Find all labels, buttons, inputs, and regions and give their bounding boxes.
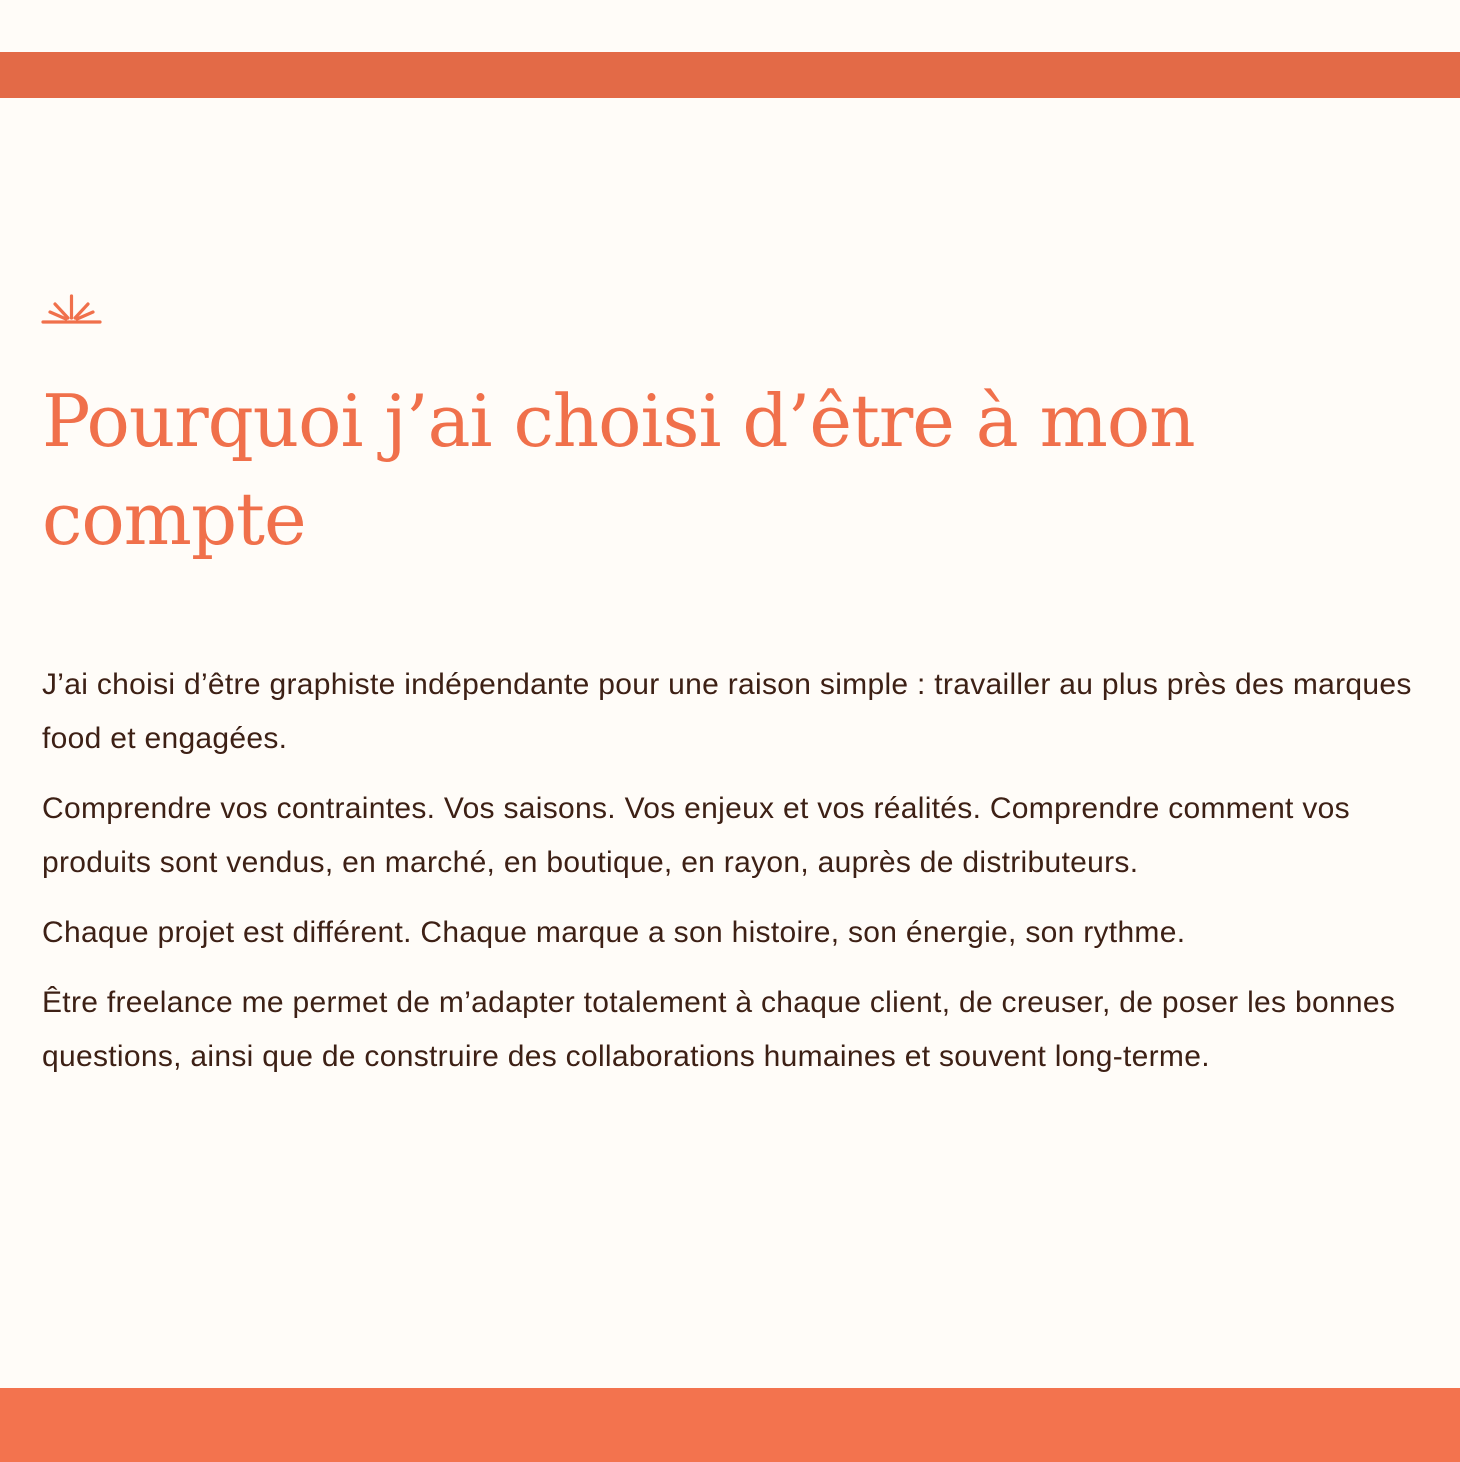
paragraph-3: Chaque projet est différent. Chaque marque a son histoire, son énergie, son rythme.: [42, 916, 1186, 949]
bottom-accent-band: [0, 1388, 1460, 1462]
top-accent-band: [0, 52, 1460, 98]
paragraph-2: Comprendre vos contraintes. Vos saisons. Vos enjeux et vos réalités. Comprendre comment vos produits sont vendus, en marché, en boutique, en rayon, auprès de distributeurs.: [42, 792, 1350, 879]
paragraph-1: J’ai choisi d’être graphiste indépendante pour une raison simple : travailler au plus près des marques food et engagées.: [42, 668, 1412, 755]
page-title: Pourquoi j’ai choisi d’être à mon compte: [42, 379, 1195, 561]
body-text: [42, 658, 1447, 1100]
top-strip: [0, 0, 1460, 52]
paragraph-4: Être freelance me permet de m’adapter totalement à chaque client, de creuser, de poser les bonnes questions, ainsi que de construire des collaborations humaines et souvent long-terme.: [42, 986, 1396, 1073]
sun-rays-icon: [40, 292, 104, 328]
